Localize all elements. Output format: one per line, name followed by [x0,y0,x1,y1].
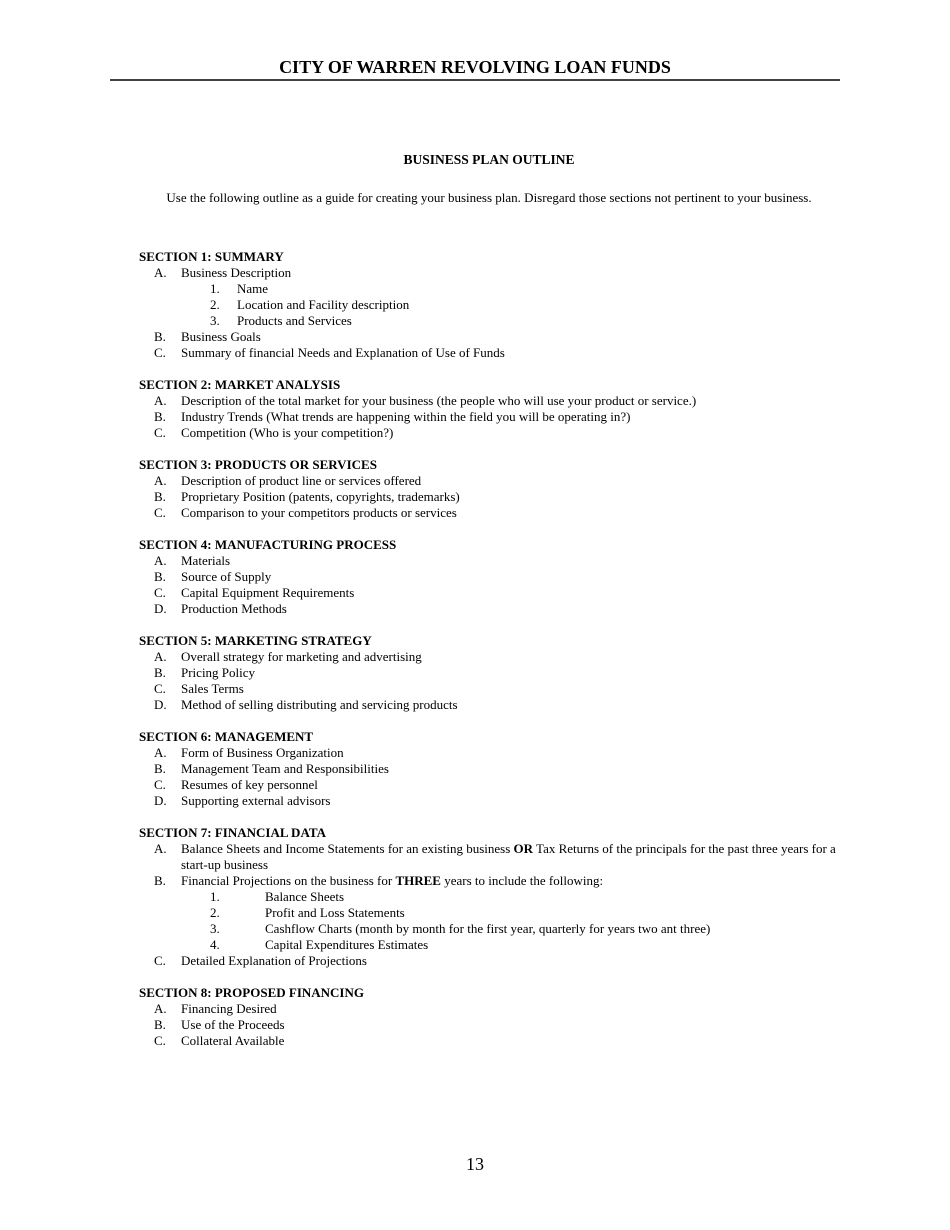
item-marker: C. [154,425,166,440]
item-text: Method of selling distributing and servicing products [181,697,458,712]
item-marker: D. [154,793,167,808]
item-text: Competition (Who is your competition?) [181,425,394,440]
sub-item-text: Products and Services [237,313,352,328]
list-item [139,345,859,361]
sub-item-marker: 3. [210,313,220,328]
section-title: SECTION 5: MARKETING STRATEGY [139,633,372,648]
item-marker: B. [154,1017,166,1032]
sub-item-marker: 1. [210,281,220,296]
item-marker: B. [154,329,166,344]
item-text-emphasis: THREE [395,873,441,888]
item-text-part: Financial Projections on the business for [181,873,396,888]
section-financial-data [139,825,859,969]
header-divider [110,79,840,81]
item-text: Industry Trends (What trends are happening within the field you will be operating in?) [181,409,631,424]
item-text: Sales Terms [181,681,244,696]
item-text: Description of the total market for your business (the people who will use your product or service.) [181,393,697,408]
item-marker: A. [154,265,167,280]
item-marker: C. [154,681,166,696]
item-text [181,841,841,873]
section-title: SECTION 7: FINANCIAL DATA [139,825,326,840]
sub-item-marker: 4. [210,937,220,952]
item-marker: B. [154,873,166,888]
list-item [139,841,859,873]
item-marker: A. [154,1001,167,1016]
item-text: Use of the Proceeds [181,1017,285,1032]
list-item [139,665,859,681]
item-text: Financing Desired [181,1001,277,1016]
page-number: 13 [466,1154,484,1174]
item-marker: A. [154,473,167,488]
item-text: Materials [181,553,231,568]
list-item [139,265,859,281]
item-text: Form of Business Organization [181,745,344,760]
list-item [139,1001,859,1017]
list-item [139,649,859,665]
section-summary [139,249,859,361]
item-marker: C. [154,777,166,792]
section-title: SECTION 2: MARKET ANALYSIS [139,377,341,392]
item-text: Resumes of key personnel [181,777,318,792]
item-marker: A. [154,745,167,760]
item-text: Summary of financial Needs and Explanation of Use of Funds [181,345,505,360]
item-marker: A. [154,649,167,664]
sub-item-marker: 2. [210,297,220,312]
sub-list-item [139,921,859,937]
section-market-analysis [139,377,859,441]
list-item [139,681,859,697]
sub-item-text: Capital Expenditures Estimates [265,937,429,952]
item-marker: B. [154,569,166,584]
sub-item-text: Balance Sheets [265,889,345,904]
section-proposed-financing [139,985,859,1049]
sub-list-item [139,281,859,297]
list-item [139,1017,859,1033]
section-title: SECTION 6: MANAGEMENT [139,729,314,744]
item-marker: C. [154,1033,166,1048]
item-marker: B. [154,409,166,424]
item-text: Detailed Explanation of Projections [181,953,367,968]
section-title: SECTION 1: SUMMARY [139,249,284,264]
section-title: SECTION 8: PROPOSED FINANCING [139,985,364,1000]
item-marker: C. [154,585,166,600]
section-marketing-strategy [139,633,859,713]
section-products-or-services [139,457,859,521]
list-item [139,425,859,441]
sub-item-marker: 3. [210,921,220,936]
list-item [139,505,859,521]
item-text: Capital Equipment Requirements [181,585,355,600]
sub-list-item [139,937,859,953]
item-text-emphasis: OR [513,841,534,856]
list-item [139,697,859,713]
sub-item-text: Profit and Loss Statements [265,905,405,920]
sub-item-marker: 1. [210,889,220,904]
item-text: Business Description [181,265,292,280]
item-text: Proprietary Position (patents, copyrights, trademarks) [181,489,460,504]
list-item [139,473,859,489]
item-marker: A. [154,841,167,856]
list-item [139,489,859,505]
list-item [139,329,859,345]
list-item [139,553,859,569]
item-text: Comparison to your competitors products or services [181,505,457,520]
item-marker: B. [154,761,166,776]
document-header: CITY OF WARREN REVOLVING LOAN FUNDS [279,57,671,77]
list-item [139,1033,859,1049]
item-marker: A. [154,553,167,568]
list-item [139,793,859,809]
sub-list-item [139,313,859,329]
sub-item-text: Cashflow Charts (month by month for the first year, quarterly for years two ant three) [265,921,711,936]
item-text-part: Balance Sheets and Income Statements for an existing business [181,841,514,856]
item-text-part: years to include the following: [440,873,604,888]
item-text: Management Team and Responsibilities [181,761,389,776]
item-text-part: Tax Returns of the principals for the past three years for a start-up business [181,841,836,872]
list-item [139,585,859,601]
item-text: Description of product line or services offered [181,473,422,488]
list-item [139,409,859,425]
list-item [139,393,859,409]
item-text: Overall strategy for marketing and advertising [181,649,422,664]
list-item [139,953,859,969]
item-text: Supporting external advisors [181,793,331,808]
list-item [139,601,859,617]
item-marker: C. [154,345,166,360]
item-marker: D. [154,697,167,712]
item-marker: C. [154,505,166,520]
section-manufacturing-process [139,537,859,617]
outline [139,249,859,1065]
sub-list-item [139,297,859,313]
item-text: Business Goals [181,329,261,344]
section-title: SECTION 4: MANUFACTURING PROCESS [139,537,397,552]
sub-list-item [139,905,859,921]
section-management [139,729,859,809]
list-item [139,873,859,889]
item-marker: A. [154,393,167,408]
list-item [139,761,859,777]
item-text: Collateral Available [181,1033,285,1048]
item-text [181,873,841,889]
list-item [139,745,859,761]
list-item [139,569,859,585]
item-text: Source of Supply [181,569,272,584]
intro-paragraph: Use the following outline as a guide for creating your business plan. Disregard those sections not pertinent to your business. [166,190,812,205]
item-text: Pricing Policy [181,665,256,680]
document-title: BUSINESS PLAN OUTLINE [403,152,575,167]
sub-item-text: Location and Facility description [237,297,410,312]
section-title: SECTION 3: PRODUCTS OR SERVICES [139,457,377,472]
sub-list-item [139,889,859,905]
item-marker: B. [154,665,166,680]
item-marker: C. [154,953,166,968]
item-marker: B. [154,489,166,504]
item-marker: D. [154,601,167,616]
list-item [139,777,859,793]
sub-item-marker: 2. [210,905,220,920]
sub-item-text: Name [237,281,269,296]
item-text: Production Methods [181,601,287,616]
